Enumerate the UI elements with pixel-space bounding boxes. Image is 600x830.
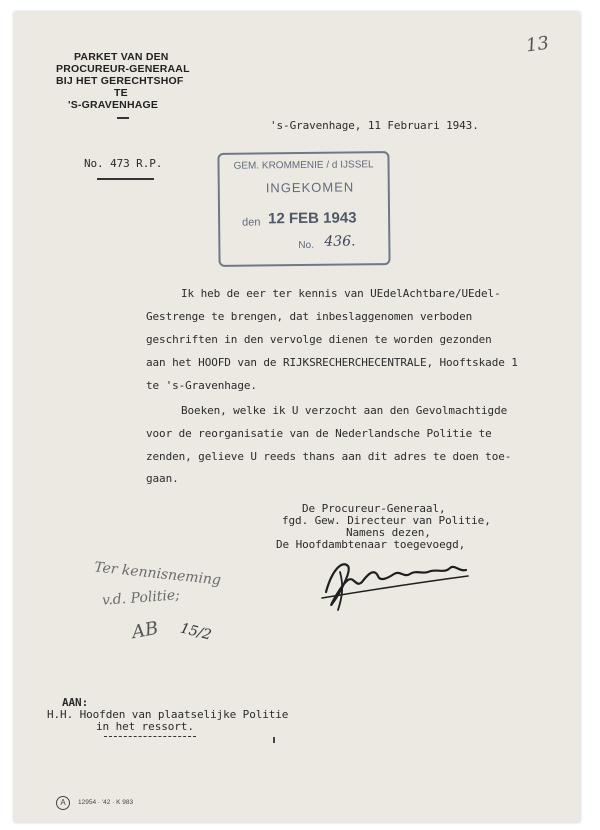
printer-mark-letter: A (60, 798, 66, 807)
letterhead-line-5: 'S-GRAVENHAGE (68, 99, 159, 111)
pencil-note-line-1: Ter kennisneming (93, 559, 222, 589)
body-p2-line-4: gaan. (146, 472, 179, 485)
stamp-number: 436. (324, 233, 356, 250)
letterhead-line-3: BIJ HET GERECHTSHOF (56, 75, 184, 87)
recipient-underline (104, 736, 196, 737)
stamp-municipality: GEM. KROMMENIE / d IJSSEL (233, 159, 374, 172)
body-p2-line-2: voor de reorganisatie van de Nederlandsche Politie te (146, 427, 492, 440)
stamp-number-prefix: No. (298, 239, 315, 252)
typed-mark (273, 737, 275, 743)
body-p1-line-1: Ik heb de eer ter kennis van UEdelAchtbare/UEdel- (181, 287, 501, 300)
body-p2-line-3: zenden, gelieve U reeds thans aan dit adres te doen toe- (146, 450, 512, 463)
letterhead-line-4: TE (114, 87, 128, 99)
signature-line-4: De Hoofdambtenaar toegevoegd, (276, 538, 466, 551)
signature-line-3: Namens dezen, (346, 526, 431, 539)
stamp-date-prefix: den (242, 216, 261, 229)
body-p1-line-2: Gestrenge te brengen, dat inbeslaggenomen verboden (146, 310, 473, 323)
recipient-line-1: H.H. Hoofden van plaatselijke Politie (47, 708, 289, 721)
recipient-line-2: in het ressort. (96, 720, 194, 733)
signature-line-1: De Procureur-Generaal, (302, 502, 446, 515)
body-p1-line-3: geschriften in den vervolge dienen te worden gezonden (146, 333, 492, 346)
reference-underline (97, 178, 154, 180)
body-p1-line-5: te 's-Gravenhage. (146, 379, 257, 392)
pencil-note-line-2: v.d. Politie; (101, 587, 181, 609)
place-date: 's-Gravenhage, 11 Februari 1943. (270, 119, 479, 132)
printer-mark-icon (56, 796, 70, 810)
body-p2-line-1: Boeken, welke ik U verzocht aan den Gevolmachtigde (181, 404, 508, 417)
letterhead-dash (117, 117, 129, 119)
pencil-date: 15/2 (178, 620, 213, 644)
letterhead-line-1: PARKET VAN DEN (74, 51, 169, 63)
letterhead-line-2: PROCUREUR-GENERAAL (56, 63, 190, 75)
stamp-date: 12 FEB 1943 (268, 209, 357, 228)
stamp-received-label: INGEKOMEN (265, 179, 355, 196)
signature-line-2: fgd. Gew. Directeur van Politie, (282, 514, 491, 527)
letter-page (14, 12, 580, 822)
pencil-initials: AB (130, 617, 160, 644)
folio-number: 13 (524, 32, 551, 57)
body-p1-line-4: aan het HOOFD van de RIJKSRECHERCHECENTRALE, Hooftskade 1 (146, 356, 518, 369)
recipient-label: AAN: (62, 696, 89, 709)
received-stamp (217, 151, 390, 267)
reference-number: No. 473 R.P. (84, 157, 163, 170)
print-code: 12954 · '42 · K 983 (78, 799, 134, 806)
handwritten-signature (318, 552, 478, 614)
